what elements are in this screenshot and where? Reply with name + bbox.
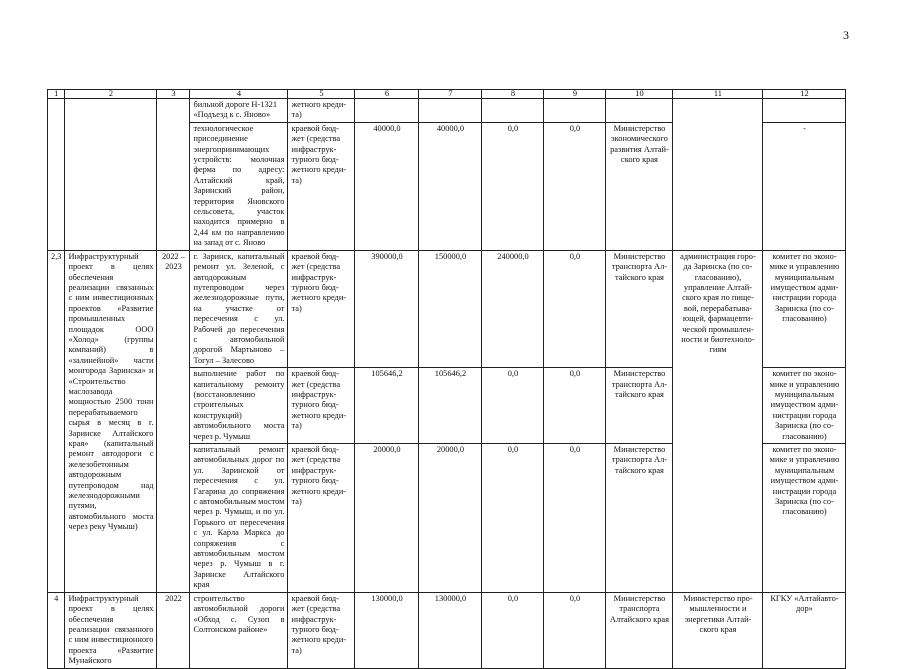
participant-cell (763, 592, 846, 668)
row-number-cell (48, 99, 65, 251)
project-cell (65, 99, 157, 251)
coexecutor-cell (673, 592, 763, 668)
year3-cell: 0,0 (544, 444, 606, 593)
source-cell (288, 444, 355, 593)
year2-cell: 0,0 (482, 444, 544, 593)
table-row (48, 250, 846, 367)
executor-cell (606, 122, 673, 250)
year2-cell: 0,0 (482, 122, 544, 250)
executor-text: Министерство экономического развития Алтай- ского края (610, 123, 669, 165)
measure-cell: выполнение работ по капитальному ремонту (восстановлению строительных конструкций) автомобильного моста через р. Чумыш (190, 368, 288, 444)
total-cell: 40000,0 (355, 122, 419, 250)
source-cell (288, 368, 355, 444)
total-cell: 20000,0 (355, 444, 419, 593)
coexecutor-text: Министерство про- мышленности и энергетики Алтай- ского края (683, 593, 753, 634)
total-cell: 390000,0 (355, 250, 419, 367)
participant-cell (763, 99, 846, 123)
period-cell (157, 250, 190, 592)
year1-cell: 105646,2 (419, 368, 482, 444)
year3-cell: 0,0 (544, 250, 606, 367)
participant-cell (763, 368, 846, 444)
executor-text: Министерство транспорта Ал- тайского края (611, 251, 668, 282)
year1-cell: 150000,0 (419, 250, 482, 367)
header-row (48, 90, 846, 99)
header-col-1: 1 (48, 90, 65, 99)
measure-cell (190, 122, 288, 250)
year3-cell: 0,0 (544, 122, 606, 250)
program-table (47, 89, 846, 669)
source-text: жетного креди- та) (291, 100, 347, 120)
total-cell (355, 99, 419, 123)
executor-text: Министерство транспорта Алтайского края (609, 593, 669, 624)
source-text: краевой бюд- жет (средства инфраструк- турного бюд- жетного креди- та) (291, 369, 347, 431)
source-text: краевой бюд- жет (средства инфраструк- турного бюд- жетного креди- та) (291, 251, 347, 313)
page-number: 3 (843, 28, 849, 42)
year3-cell (544, 99, 606, 123)
source-cell (288, 99, 355, 123)
participant-cell: - (763, 122, 846, 250)
executor-cell (606, 368, 673, 444)
header-col-10: 10 (606, 90, 673, 99)
header-col-8: 8 (482, 90, 544, 99)
project-cell: Инфраструктурный проект в целях обеспечения реализации связанного с ним инвестиционного проекта «Развитие Мунайского (65, 592, 157, 668)
source-text: краевой бюд- жет (средства инфраструк- турного бюд- жетного креди- та) (291, 593, 347, 655)
project-cell: Инфраструктурный проект в целях обеспечения реализации связанных с ним инвестиционных проектов «Развитие промышленных площадок ООО «Холод» (группы компаний) в «залинейной» части монгорода Заринска» и «Строительство маслозавода мощностью 2500 тонн перерабатываемого сырья в месяц в г. Заринске Алтайского края» (капитальный ремонт автодороги с железобетонным автодорожным путепроводом над железнодорожными путями, автомобильного моста через реку Чумыш) (65, 250, 157, 592)
header-col-6: 6 (355, 90, 419, 99)
executor-cell (606, 250, 673, 367)
measure-cell (190, 99, 288, 123)
year2-cell: 0,0 (482, 368, 544, 444)
participant-text: комитет по эконо- мике и управлению муниципальным имуществом адми- нистрации города Заринска (по со- гласованию) (769, 369, 840, 441)
year1-cell: 20000,0 (419, 444, 482, 593)
table-row (48, 592, 846, 668)
header-col-5: 5 (288, 90, 355, 99)
measure-text: бильной дороге Н-1321 «Подъезд к с. Яново» (193, 100, 278, 120)
header-col-12: 12 (763, 90, 846, 99)
header-col-7: 7 (419, 90, 482, 99)
measure-cell: капитальный ремонт автомобильных дорог по ул. Заринской от пересечения с ул. Гагарина до сопряжения с автомобильным мостом через р. Чумыш, и по ул. Горького от пересечения с ул. Карла Маркса до сопряжения с автомобильным мостом через р. Чумыш в г. Заринске Алтайского края (190, 444, 288, 593)
header-col-11: 11 (673, 90, 763, 99)
executor-cell (606, 99, 673, 123)
executor-text: Министерство транспорта Ал- тайского края (611, 445, 668, 475)
header-col-3: 3 (157, 90, 190, 99)
source-text: краевой бюд- жет (средства инфраструк- турного бюд- жетного креди- та) (291, 123, 347, 185)
source-cell (288, 122, 355, 250)
executor-cell (606, 592, 673, 668)
period-cell (157, 99, 190, 251)
year3-cell: 0,0 (544, 592, 606, 668)
year3-cell: 0,0 (544, 368, 606, 444)
coexecutor-text: администрация горо- да Заринска (по со- гласованию), управление Алтай- ского края по пище- вой, перерабатыва- ющей, фармацевти- ческой промышлен- ности и биотехноло- гиям (680, 251, 756, 355)
participant-cell (763, 250, 846, 367)
period-cell: 2022 (157, 592, 190, 668)
source-text: краевой бюд- жет (средства инфраструк- турного бюд- жетного креди- та) (291, 445, 347, 507)
header-col-9: 9 (544, 90, 606, 99)
year1-cell: 40000,0 (419, 122, 482, 250)
participant-text: КГКУ «Алтайавто- дор» (770, 593, 839, 614)
source-cell (288, 592, 355, 668)
source-cell (288, 250, 355, 367)
year2-cell (482, 99, 544, 123)
participant-text: комитет по эконо- мике и управлению муниципальным имуществом адми- нистрации города Заринска (по со- гласованию) (769, 445, 840, 517)
measure-cell: г. Заринск, капитальный ремонт ул. Зеленой, с автодорожным путепроводом через железнодорожные пути, на участке от пересечения с ул. Рабочей до пересечения с автомобильной дорогой Мартыново – Тогул – Залесово (190, 250, 288, 367)
year1-cell (419, 99, 482, 123)
executor-cell (606, 444, 673, 593)
year2-cell: 0,0 (482, 592, 544, 668)
total-cell: 130000,0 (355, 592, 419, 668)
header-col-4: 4 (190, 90, 288, 99)
header-col-2: 2 (65, 90, 157, 99)
total-cell: 105646,2 (355, 368, 419, 444)
period-text: 2022 – 2023 (161, 251, 185, 272)
participant-text: комитет по эконо- мике и управлению муниципальным имуществом адми- нистрации города Заринска (по со- гласованию) (769, 251, 840, 324)
row-number-cell: 2,3 (48, 250, 65, 592)
executor-text: Министерство транспорта Ал- тайского края (611, 369, 668, 399)
table-row (48, 99, 846, 123)
year2-cell: 240000,0 (482, 250, 544, 367)
measure-text: технологическое присоединение энергопринимающих устройств: молочная ферма по адресу: Алтайский край, Заринский район, территория Яновского сельсовета, участок находится примерно в 2,44 км по направлению на запад от с. Яново (193, 123, 285, 248)
participant-cell (763, 444, 846, 593)
year1-cell: 130000,0 (419, 592, 482, 668)
coexecutor-cell (673, 99, 763, 251)
row-number-cell: 4 (48, 592, 65, 668)
coexecutor-cell (673, 250, 763, 592)
measure-cell: строительство автомобильной дороги «Обход с. Сузоп в Солтонском районе» (190, 592, 288, 668)
